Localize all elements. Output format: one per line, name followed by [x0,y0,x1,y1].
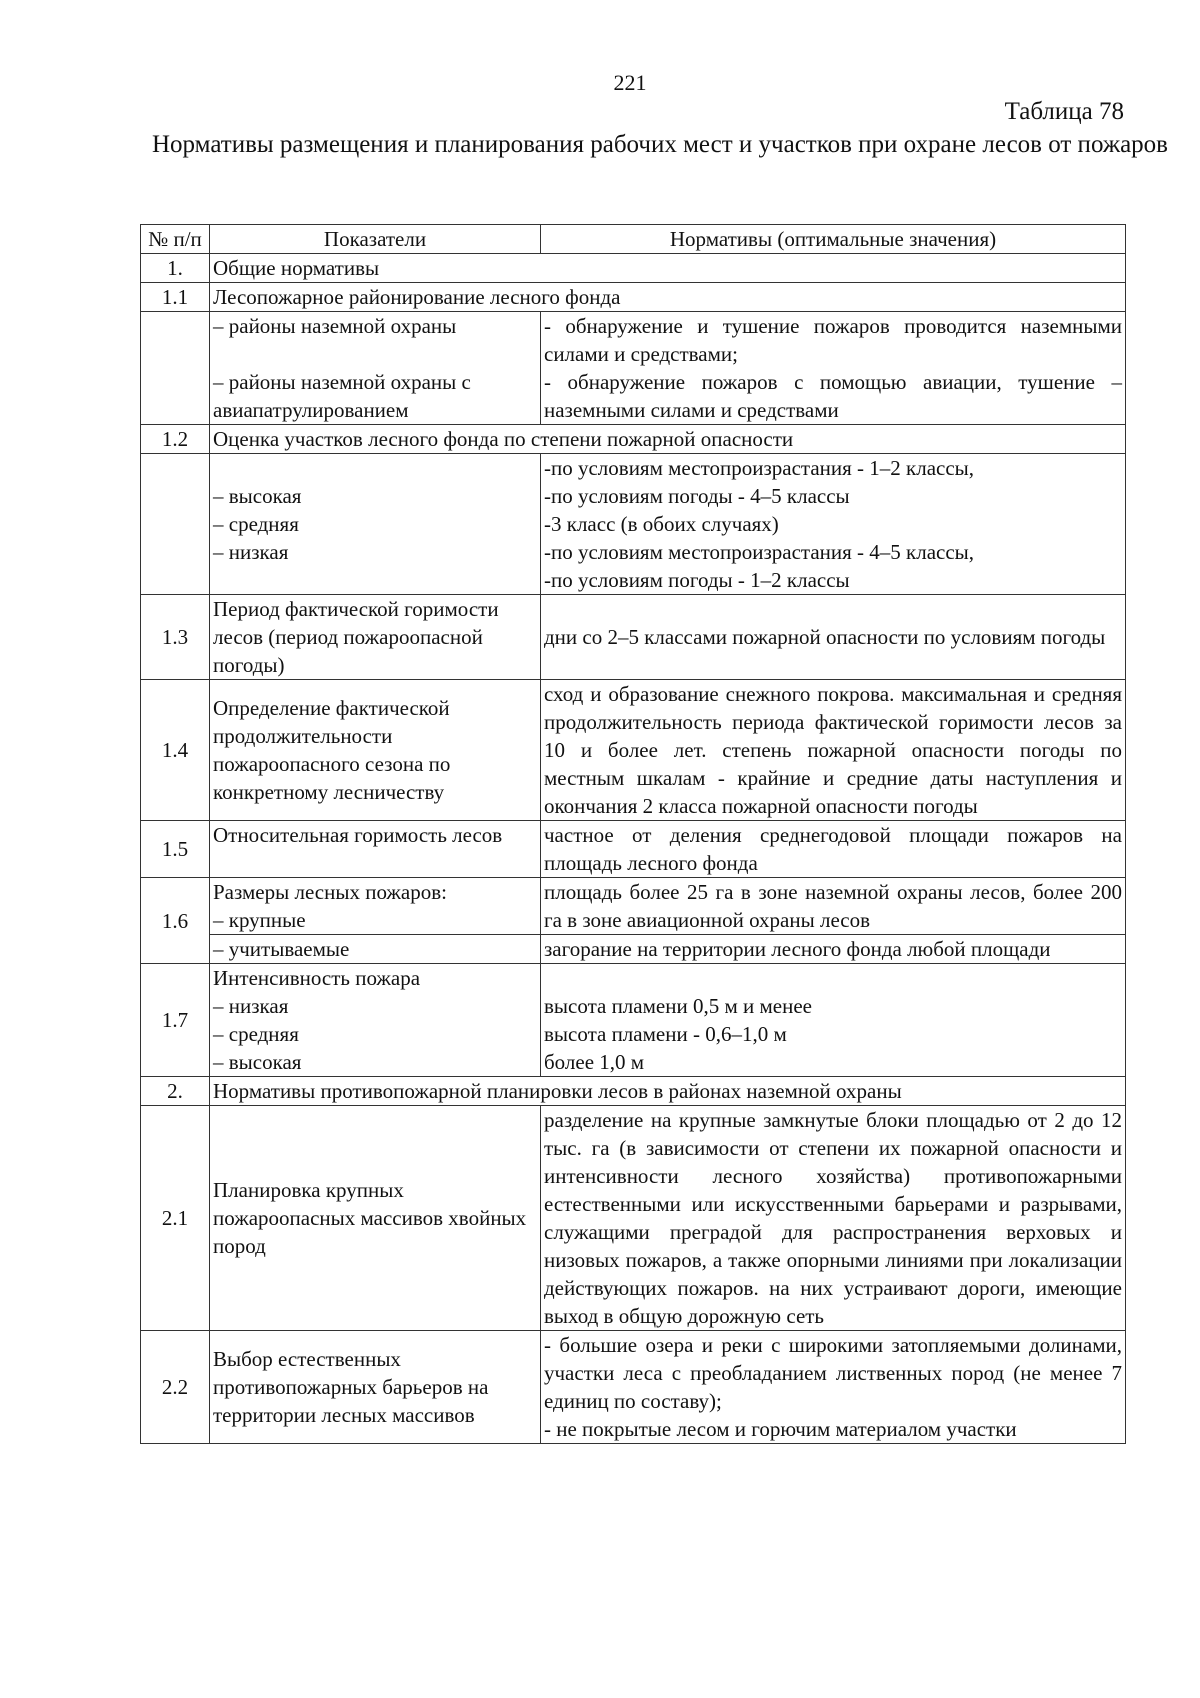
row-number: 1.4 [141,680,210,821]
indicator-cell [210,878,541,935]
norm-cell: частное от деления среднегодовой площади пожаров на площадь лесного фонда [541,821,1126,878]
indicator-text: – низкая [213,540,289,564]
indicator-text: Интенсивность пожара [213,966,421,990]
norm-cell: дни со 2–5 классами пожарной опасности по условиям погоды [541,595,1126,680]
row-number: 2. [141,1077,210,1106]
norm-cell: площадь более 25 га в зоне наземной охраны лесов, более 200 га в зоне авиационной охраны лесов [541,878,1126,935]
indicator-cell: – учитываемые [210,935,541,964]
header-number: № п/п [141,225,210,254]
norm-text: -по условиям местопроизрастания - 1–2 классы, [544,456,975,480]
indicator-cell [210,964,541,1077]
norm-text: - не покрытые лесом и горючим материалом участки [544,1417,1017,1441]
row-number: 1.6 [141,878,210,964]
row-number: 1.2 [141,425,210,454]
norm-text: -по условиям погоды - 1–2 классы [544,568,850,592]
table-row [141,821,1126,878]
row-number: 1.3 [141,595,210,680]
norm-cell [541,1331,1126,1444]
norm-text: -по условиям местопроизрастания - 4–5 классы, [544,540,975,564]
indicator-cell [210,454,541,595]
indicator-text: – районы наземной охраны с авиапатрулированием [213,370,471,422]
table-row [141,454,1126,595]
table-row [141,1331,1126,1444]
norm-cell: загорание на территории лесного фонда любой площади [541,935,1126,964]
norm-cell [541,964,1126,1077]
norm-text: -3 класс (в обоих случаях) [544,512,779,536]
table-row [141,935,1126,964]
empty-cell [141,454,210,595]
section-title: Нормативы противопожарной планировки лесов в районах наземной охраны [210,1077,1126,1106]
indicator-text: – районы наземной охраны [213,314,457,338]
row-number: 1.7 [141,964,210,1077]
table-row [141,878,1126,935]
norms-table [140,224,1126,1444]
table-row [141,425,1126,454]
row-number: 1. [141,254,210,283]
norm-text: - большие озера и реки с широкими затопляемыми долинами, участки леса с преобладанием лиственных пород (не менее 7 единиц по составу); [544,1333,1122,1413]
header-norms: Нормативы (оптимальные значения) [541,225,1126,254]
section-title: Общие нормативы [210,254,1126,283]
indicator-text: – высокая [213,484,302,508]
row-number: 1.5 [141,821,210,878]
norm-text: более 1,0 м [544,1050,645,1074]
header-indicators: Показатели [210,225,541,254]
table-row [141,595,1126,680]
norm-cell [541,312,1126,425]
spacer [213,454,537,482]
norm-text: высота пламени 0,5 м и менее [544,994,812,1018]
norm-text: -по условиям погоды - 4–5 классы [544,484,850,508]
norm-cell: сход и образование снежного покрова. максимальная и средняя продолжительность периода фактической горимости лесов за 10 и более лет. степень пожарной опасности погоды по местным шкалам - крайние и средние даты наступления и окончания 2 класса пожарной опасности погоды [541,680,1126,821]
row-number: 2.1 [141,1106,210,1331]
table-label: Таблица 78 [1004,98,1124,125]
indicator-text: – низкая [213,994,289,1018]
indicator-cell: Период фактической горимости лесов (период пожароопасной погоды) [210,595,541,680]
row-title: Лесопожарное районирование лесного фонда [210,283,1126,312]
indicator-text: – средняя [213,512,299,536]
section-row [141,1077,1126,1106]
indicator-text: – высокая [213,1050,302,1074]
norm-text: - обнаружение и тушение пожаров проводится наземными силами и средствами; [544,314,1122,366]
row-number: 1.1 [141,283,210,312]
row-number: 2.2 [141,1331,210,1444]
norm-cell: разделение на крупные замкнутые блоки площадью от 2 до 12 тыс. га (в зависимости от степени их пожарной опасности и интенсивности лесного хозяйства) противопожарными естественными или искусственными барьерами и разрывами, служащими преградой для распространения верховых и низовых пожаров, а также опорными линиями при локализации действующих пожаров. на них устраивают дороги, имеющие выход в общую дорожную сеть [541,1106,1126,1331]
row-title: Оценка участков лесного фонда по степени пожарной опасности [210,425,1126,454]
table-row [141,1106,1126,1331]
indicator-cell: Выбор естественных противопожарных барьеров на территории лесных массивов [210,1331,541,1444]
table-header-row [141,225,1126,254]
section-row [141,254,1126,283]
table-row [141,680,1126,821]
indicator-cell: Относительная горимость лесов [210,821,541,878]
norm-text: высота пламени - 0,6–1,0 м [544,1022,787,1046]
table-row [141,312,1126,425]
indicator-text: – крупные [213,908,306,932]
indicator-cell [210,312,541,425]
indicator-text: – средняя [213,1022,299,1046]
indicator-cell: Планировка крупных пожароопасных массивов хвойных пород [210,1106,541,1331]
indicator-text: Размеры лесных пожаров: [213,880,448,904]
norm-cell [541,454,1126,595]
spacer [544,964,1122,992]
indicator-cell: Определение фактической продолжительности пожароопасного сезона по конкретному лесничеству [210,680,541,821]
norm-text: - обнаружение пожаров с помощью авиации, тушение – наземными силами и средствами [544,370,1122,422]
spacer [213,340,537,368]
table-row [141,283,1126,312]
empty-cell [141,312,210,425]
table-row [141,964,1126,1077]
page-number: 221 [613,70,647,95]
page-title: Нормативы размещения и планирования рабочих мест и участков при охране лесов от пожаров [152,131,1168,158]
